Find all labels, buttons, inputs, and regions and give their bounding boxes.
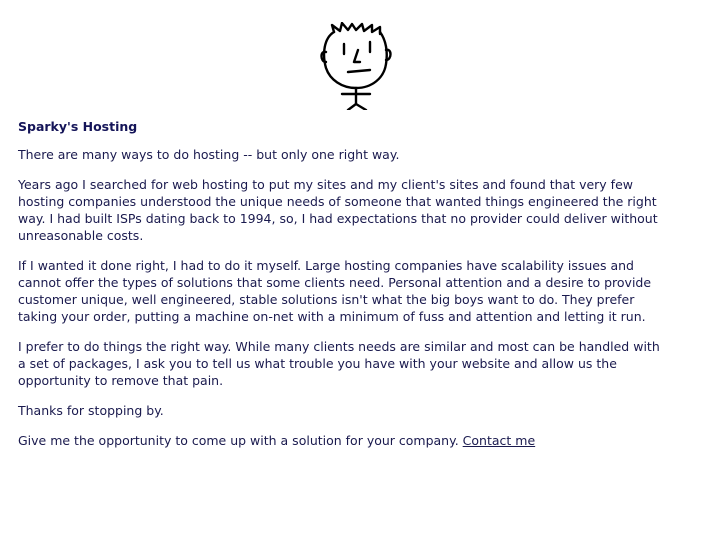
- history-paragraph: Years ago I searched for web hosting to put my sites and my client's sites and found that very few hosting companies understood the unique needs of someone that wanted things engineered the right way. I had built ISPs dating back to 1994, so, I had expectations that no provider could deliver without unreasonable costs.: [18, 177, 658, 243]
- contact-me-link[interactable]: Contact me: [462, 433, 536, 448]
- main-content: [18, 118, 668, 462]
- thanks-paragraph: Thanks for stopping by.: [18, 403, 164, 418]
- sparky-logo: [318, 22, 398, 110]
- page-title: Sparky's Hosting: [18, 119, 138, 134]
- closing-text: Give me the opportunity to come up with a solution for your company.: [18, 433, 463, 448]
- sparky-face-doodle-icon: [318, 22, 398, 110]
- philosophy-paragraph: If I wanted it done right, I had to do it myself. Large hosting companies have scalability issues and cannot offer the types of solutions that some clients need. Personal attention and a desire to provide customer unique, well engineered, stable solutions isn't what the big boys want to do. They prefer taking your order, putting a machine on-net with a minimum of fuss and attention and letting it run.: [18, 258, 652, 324]
- intro-paragraph: There are many ways to do hosting -- but only one right way.: [18, 147, 400, 162]
- approach-paragraph: I prefer to do things the right way. While many clients needs are similar and most can be handled with a set of packages, I ask you to tell us what trouble you have with your website and allow us the opportunity to remove that pain.: [18, 339, 660, 388]
- closing-paragraph: [18, 432, 668, 449]
